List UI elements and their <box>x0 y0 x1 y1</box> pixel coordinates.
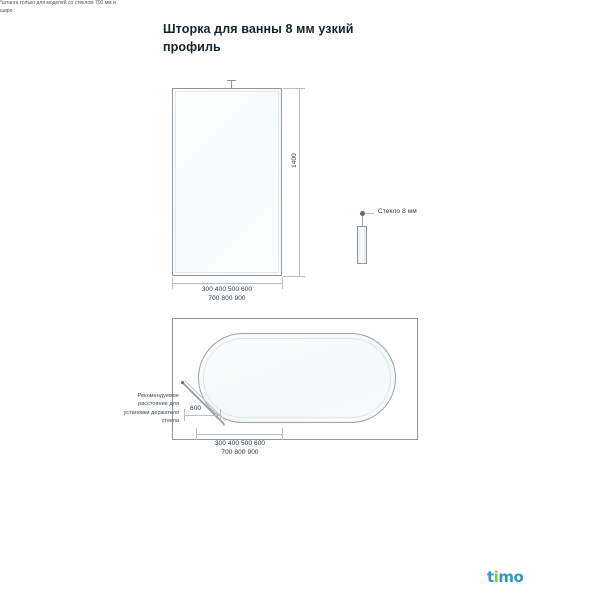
brand-logo <box>487 568 523 586</box>
brand-logo-part2: i <box>493 568 499 586</box>
plan-width-options-line1: 300 400 500 600 <box>214 440 266 447</box>
distance-dimension-label: 600 <box>190 405 202 412</box>
front-width-dimension-line <box>172 283 282 284</box>
height-dimension-line <box>299 88 300 276</box>
plan-width-dimension-line <box>196 434 282 435</box>
front-width-ext-right <box>282 277 283 289</box>
holder-installation-note: Рекомендуемое расстояние для установки держателя стекла <box>123 393 179 424</box>
plan-width-ext-right <box>282 428 283 440</box>
plan-footnote: *штанга только для моделей со стеклом 700 мм и шире <box>0 0 116 14</box>
height-dimension-label: 1400 <box>291 153 298 168</box>
front-width-options <box>172 286 282 304</box>
height-dimension-ext-bottom <box>283 276 305 277</box>
panel-top-bracket-stem <box>231 80 233 88</box>
distance-dimension-ext-left <box>184 409 185 421</box>
distance-dimension-ext-right <box>220 409 221 421</box>
panel-top-bracket-cap <box>227 80 236 81</box>
distance-dimension-line <box>184 415 220 416</box>
brand-logo-part3: mo <box>498 568 524 586</box>
front-width-options-line1: 300 400 500 600 <box>201 286 253 293</box>
glass-thickness-chip <box>357 226 367 264</box>
plan-width-options-line2: 700 800 900 <box>221 448 259 456</box>
brand-logo-part1: t <box>487 568 494 586</box>
plan-width-ext-left <box>196 428 197 440</box>
height-dimension-ext-top <box>283 88 305 89</box>
front-view-glass-inner-edge <box>175 91 279 273</box>
plan-view-bathtub-inner-edge <box>203 338 391 418</box>
glass-leader-dot <box>360 211 365 216</box>
page-title: Шторка для ванны 8 мм узкий профиль <box>163 22 354 55</box>
glass-thickness-label: Стекло 8 мм <box>378 208 417 215</box>
plan-width-options <box>190 440 290 458</box>
front-width-options-line2: 700 800 900 <box>208 294 246 302</box>
